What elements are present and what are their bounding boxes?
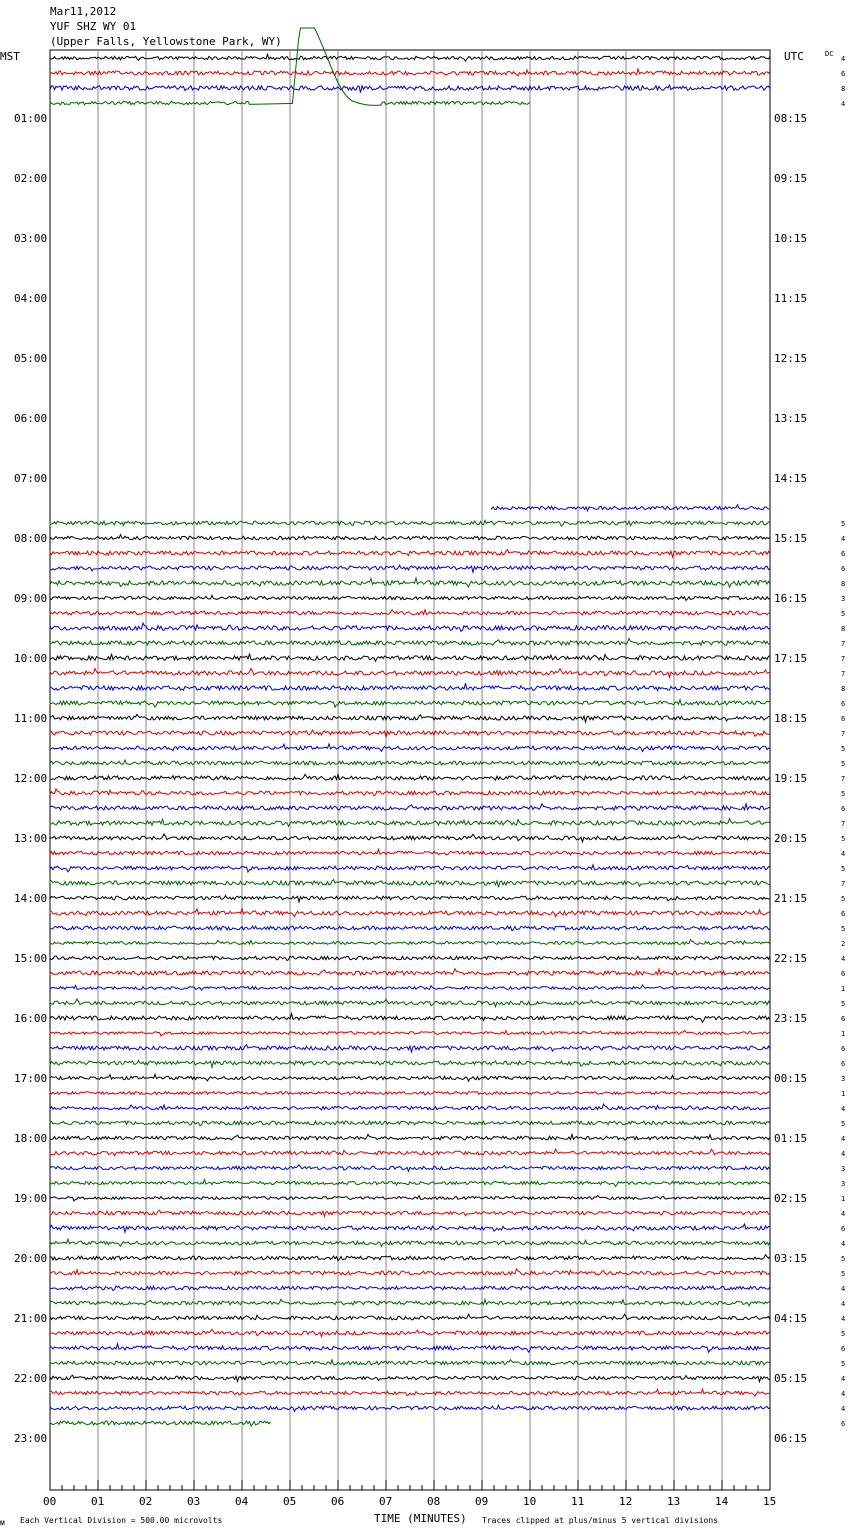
dc-offset-label: 5: [841, 1255, 846, 1263]
dc-offset-label: 5: [841, 835, 846, 843]
trace-line: [50, 909, 770, 917]
trace-line: [50, 623, 770, 631]
left-hour-label: 05:00: [14, 352, 48, 365]
dc-offset-label: 1: [841, 985, 846, 993]
dc-offset-label: 7: [841, 640, 846, 648]
trace-line: [50, 730, 770, 737]
dc-offset-label: 5: [841, 1330, 846, 1338]
x-tick-label: 00: [43, 1495, 57, 1508]
trace-line: [50, 1092, 770, 1096]
trace-line: [50, 1421, 271, 1426]
dc-offset-label: 4: [841, 535, 846, 543]
trace-line: [50, 834, 770, 842]
right-hour-label: 19:15: [774, 772, 808, 785]
trace-line: [50, 865, 770, 872]
right-hour-label: 03:15: [774, 1252, 808, 1265]
right-hour-label: 06:15: [774, 1432, 808, 1445]
trace-line: [50, 595, 770, 600]
dc-offset-label: 4: [841, 1105, 846, 1113]
dc-offset-label: 4: [841, 955, 846, 963]
dc-offset-label: 4: [841, 1150, 846, 1158]
right-hour-label: 05:15: [774, 1372, 808, 1385]
dc-offset-label: 4: [841, 1390, 846, 1398]
x-tick-label: 15: [763, 1495, 777, 1508]
right-hour-label: 09:15: [774, 172, 808, 185]
left-timezone-label: MST: [0, 50, 20, 63]
x-tick-label: 13: [667, 1495, 681, 1508]
trace-line: [50, 1255, 770, 1261]
dc-offset-label: 6: [841, 715, 846, 723]
left-hour-label: 22:00: [14, 1372, 48, 1385]
seismic-logo: ᴍ: [0, 1518, 5, 1527]
right-hour-label: 15:15: [774, 532, 808, 545]
dc-offset-label: 6: [841, 1060, 846, 1068]
trace-line: [50, 578, 770, 587]
x-axis: [43, 1480, 776, 1508]
trace-line: [50, 804, 770, 810]
trace-line: [50, 760, 770, 766]
x-tick-label: 03: [187, 1495, 201, 1508]
trace-line: [50, 535, 770, 540]
trace-line: [50, 940, 770, 945]
right-hour-label: 22:15: [774, 952, 808, 965]
left-hour-label: 09:00: [14, 592, 48, 605]
dc-offset-label: 4: [841, 100, 846, 108]
right-timezone-label: UTC: [784, 50, 804, 63]
dc-offset-label: 3: [841, 595, 846, 603]
x-tick-label: 14: [715, 1495, 729, 1508]
chart-date: Mar11,2012: [50, 5, 117, 18]
right-hour-label: 20:15: [774, 832, 808, 845]
dc-offset-label: 4: [841, 1375, 846, 1383]
dc-offset-label: 5: [841, 1120, 846, 1128]
trace-line: [50, 879, 770, 887]
clip-note: Traces clipped at plus/minus 5 vertical divisions: [482, 1516, 719, 1525]
dc-offset-label: 8: [841, 580, 846, 588]
dc-offset-label: 1: [841, 1030, 846, 1038]
dc-offset-label: 5: [841, 895, 846, 903]
station-code: YUF SHZ WY 01: [50, 20, 137, 33]
trace-line: [50, 985, 770, 990]
left-hour-label: 18:00: [14, 1132, 48, 1145]
left-hour-label: 19:00: [14, 1192, 48, 1205]
trace-line: [50, 1405, 770, 1411]
dc-offset-label: 6: [841, 1420, 846, 1428]
left-hour-label: 10:00: [14, 652, 48, 665]
left-hour-label: 07:00: [14, 472, 48, 485]
dc-offset-label: 6: [841, 1225, 846, 1233]
left-hour-label: 08:00: [14, 532, 48, 545]
trace-line: [50, 1014, 770, 1022]
dc-offset-label: 5: [841, 790, 846, 798]
left-hour-label: 02:00: [14, 172, 48, 185]
trace-line: [50, 69, 770, 76]
x-tick-label: 10: [523, 1495, 537, 1508]
right-hour-label: 18:15: [774, 712, 808, 725]
trace-line: [50, 1375, 770, 1382]
trace-line: [50, 1239, 770, 1246]
left-hour-label: 03:00: [14, 232, 48, 245]
trace-line: [50, 744, 770, 752]
dc-offset-label: 4: [841, 1240, 846, 1248]
x-tick-label: 01: [91, 1495, 105, 1508]
right-hour-label: 16:15: [774, 592, 808, 605]
dc-offset-label: 4: [841, 1315, 846, 1323]
trace-line: [50, 1121, 770, 1126]
dc-offset-label: 7: [841, 670, 846, 678]
trace-line: [50, 1314, 770, 1320]
trace-line: [50, 639, 770, 646]
left-hour-label: 20:00: [14, 1252, 48, 1265]
dc-offset-label: 7: [841, 820, 846, 828]
dc-offset-label: 1: [841, 1195, 846, 1203]
trace-line: [50, 85, 770, 93]
trace-line: [50, 700, 770, 708]
dc-offset-label: 4: [841, 850, 846, 858]
left-hour-label: 16:00: [14, 1012, 48, 1025]
trace-line: [50, 669, 770, 678]
trace-line: [50, 1195, 770, 1201]
trace-line: [50, 1224, 770, 1232]
dc-offset-label: 4: [841, 1135, 846, 1143]
dc-offset-label: 5: [841, 760, 846, 768]
trace-line: [50, 1269, 770, 1275]
trace-line: [50, 683, 770, 691]
trace-line: [50, 1299, 770, 1306]
right-hour-label: 00:15: [774, 1072, 808, 1085]
dc-offset-label: 6: [841, 805, 846, 813]
dc-offset-label: 5: [841, 925, 846, 933]
dc-offset-label: 4: [841, 1285, 846, 1293]
dc-offset-label: 7: [841, 655, 846, 663]
left-hour-label: 11:00: [14, 712, 48, 725]
trace-line: [50, 1389, 770, 1396]
dc-offset-label: 1: [841, 1090, 846, 1098]
dc-offset-label: 4: [841, 1300, 846, 1308]
dc-offset-header: DC: [825, 50, 834, 58]
left-hour-label: 01:00: [14, 112, 48, 125]
right-hour-label: 11:15: [774, 292, 808, 305]
trace-line: [50, 819, 770, 827]
right-hour-label: 08:15: [774, 112, 808, 125]
trace-line: [50, 1149, 770, 1156]
x-tick-label: 05: [283, 1495, 297, 1508]
left-hour-label: 12:00: [14, 772, 48, 785]
dc-offset-label: 4: [841, 55, 846, 63]
right-hour-label: 13:15: [774, 412, 808, 425]
trace-line: [50, 550, 770, 557]
dc-offset-labels: [841, 55, 845, 1428]
right-hour-label: 04:15: [774, 1312, 808, 1325]
dc-offset-label: 4: [841, 1210, 846, 1218]
dc-offset-label: 5: [841, 865, 846, 873]
dc-offset-label: 8: [841, 625, 846, 633]
dc-offset-label: 6: [841, 1345, 846, 1353]
trace-line: [50, 1180, 770, 1187]
trace-line: [50, 1329, 770, 1337]
trace-line: [50, 1134, 770, 1140]
dc-offset-label: 4: [841, 1405, 846, 1413]
trace-line: [50, 1104, 770, 1110]
trace-line: [50, 1360, 770, 1365]
trace-line: [50, 896, 770, 902]
left-hour-label: 06:00: [14, 412, 48, 425]
trace-line: [50, 774, 770, 780]
trace-line: [50, 999, 770, 1007]
right-hour-label: 10:15: [774, 232, 808, 245]
x-tick-label: 02: [139, 1495, 153, 1508]
right-hour-label: 01:15: [774, 1132, 808, 1145]
dc-offset-label: 5: [841, 1270, 846, 1278]
dc-offset-label: 5: [841, 520, 846, 528]
trace-line: [50, 54, 770, 61]
dc-offset-label: 6: [841, 565, 846, 573]
trace-line: [50, 1074, 770, 1081]
trace-line: [50, 926, 770, 931]
dc-offset-label: 3: [841, 1165, 846, 1173]
dc-offset-label: 8: [841, 685, 846, 693]
dc-offset-label: 7: [841, 730, 846, 738]
station-location: (Upper Falls, Yellowstone Park, WY): [50, 35, 282, 48]
x-tick-label: 09: [475, 1495, 489, 1508]
left-hour-label: 13:00: [14, 832, 48, 845]
x-tick-label: 07: [379, 1495, 393, 1508]
trace-line: [50, 565, 770, 572]
trace-line: [50, 1210, 770, 1216]
trace-line: [50, 1060, 770, 1067]
dc-offset-label: 3: [841, 1075, 846, 1083]
x-tick-label: 08: [427, 1495, 441, 1508]
dc-offset-label: 5: [841, 1360, 846, 1368]
right-hour-label: 23:15: [774, 1012, 808, 1025]
dc-offset-label: 7: [841, 775, 846, 783]
dc-offset-label: 5: [841, 1000, 846, 1008]
trace-line: [50, 610, 770, 615]
dc-offset-label: 6: [841, 550, 846, 558]
trace-line: [50, 714, 770, 722]
dc-offset-label: 6: [841, 1045, 846, 1053]
dc-offset-label: 6: [841, 1015, 846, 1023]
trace-line: [492, 505, 769, 511]
dc-offset-label: 5: [841, 610, 846, 618]
trace-line: [50, 1030, 770, 1036]
dc-offset-label: 6: [841, 970, 846, 978]
dc-offset-label: 6: [841, 70, 846, 78]
seismic-traces: [50, 28, 770, 1426]
x-tick-label: 12: [619, 1495, 633, 1508]
right-hour-label: 17:15: [774, 652, 808, 665]
right-hour-label: 14:15: [774, 472, 808, 485]
trace-line: [50, 1344, 770, 1353]
x-tick-label: 06: [331, 1495, 345, 1508]
right-hour-label: 02:15: [774, 1192, 808, 1205]
left-hour-label: 23:00: [14, 1432, 48, 1445]
x-tick-label: 04: [235, 1495, 249, 1508]
left-hour-label: 04:00: [14, 292, 48, 305]
dc-offset-label: 3: [841, 1180, 846, 1188]
dc-offset-label: 8: [841, 85, 846, 93]
trace-line: [50, 849, 770, 855]
dc-offset-label: 6: [841, 700, 846, 708]
dc-offset-label: 7: [841, 880, 846, 888]
x-tick-label: 11: [571, 1495, 585, 1508]
x-axis-title: TIME (MINUTES): [374, 1512, 467, 1525]
trace-line: [50, 789, 770, 796]
trace-line: [50, 1045, 770, 1052]
scale-note: Each Vertical Division = 500.00 microvolts: [20, 1516, 223, 1525]
dc-offset-label: 6: [841, 910, 846, 918]
left-hour-label: 14:00: [14, 892, 48, 905]
dc-offset-label: 2: [841, 940, 846, 948]
left-hour-label: 15:00: [14, 952, 48, 965]
right-hour-label: 12:15: [774, 352, 808, 365]
trace-line: [50, 654, 770, 662]
trace-line: [50, 520, 770, 526]
trace-line: [50, 1286, 770, 1290]
trace-line: [50, 956, 770, 961]
right-hour-label: 21:15: [774, 892, 808, 905]
trace-line: [50, 1165, 770, 1172]
left-hour-label: 17:00: [14, 1072, 48, 1085]
trace-line: [50, 969, 770, 975]
dc-offset-label: 5: [841, 745, 846, 753]
left-hour-label: 21:00: [14, 1312, 48, 1325]
